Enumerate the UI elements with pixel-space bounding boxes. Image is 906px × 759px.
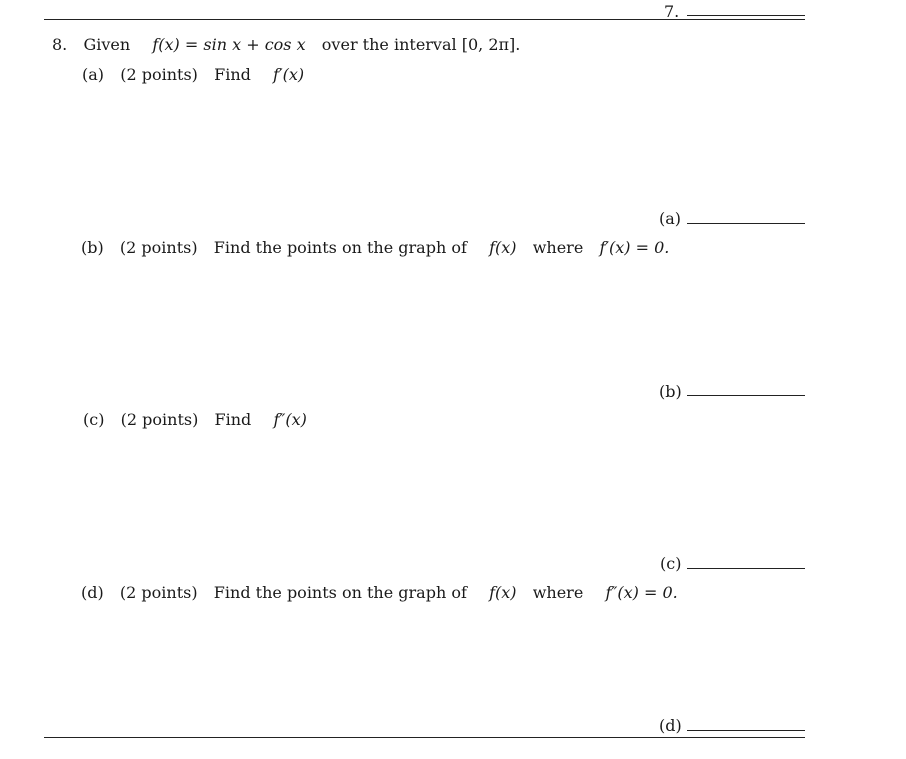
problem-intro: Given — [83, 35, 131, 54]
problem-statement — [52, 35, 520, 55]
answer-label-a: (a) — [659, 209, 682, 228]
part-a-question — [82, 65, 304, 85]
function-expression: f(x) = sin x + cos x — [152, 35, 306, 54]
answer-label-7: 7. — [664, 2, 680, 21]
part-d-points: (2 points) — [119, 583, 198, 602]
part-c-math: f″(x) — [273, 410, 307, 429]
part-b-where: where — [532, 238, 584, 257]
part-b-math-condition: f′(x) = 0. — [599, 238, 670, 257]
part-b-question — [81, 238, 669, 258]
part-d-math-fx: f(x) — [489, 583, 517, 602]
answer-label-c: (c) — [660, 554, 682, 573]
answer-line-7[interactable] — [687, 15, 805, 16]
answer-label-d: (d) — [659, 716, 682, 735]
part-c-text: Find — [214, 410, 252, 429]
answer-line-b[interactable] — [687, 395, 805, 396]
part-d-question — [81, 583, 678, 603]
part-d-text: Find the points on the graph of — [213, 583, 467, 602]
answer-line-d[interactable] — [687, 730, 805, 731]
part-c-label: (c) — [83, 410, 105, 429]
problem-over-text: over the interval — [321, 35, 457, 54]
part-c-points: (2 points) — [120, 410, 199, 429]
part-a-text: Find — [214, 65, 251, 84]
part-d-math-condition: f″(x) = 0. — [605, 583, 678, 602]
top-rule — [44, 19, 805, 20]
part-a-math: f′(x) — [273, 65, 305, 84]
part-c-question — [83, 410, 307, 430]
problem-number: 8. — [52, 35, 68, 54]
part-b-math-fx: f(x) — [489, 238, 517, 257]
part-d-where: where — [532, 583, 584, 602]
bottom-rule — [44, 737, 805, 738]
part-a-points: (2 points) — [120, 65, 198, 84]
part-b-label: (b) — [81, 238, 104, 257]
part-b-points: (2 points) — [119, 238, 198, 257]
answer-label-b: (b) — [659, 382, 682, 401]
answer-line-a[interactable] — [687, 223, 805, 224]
answer-line-c[interactable] — [687, 568, 805, 569]
part-b-text: Find the points on the graph of — [213, 238, 467, 257]
part-a-label: (a) — [82, 65, 105, 84]
part-d-label: (d) — [81, 583, 104, 602]
problem-interval: [0, 2π]. — [461, 35, 521, 54]
